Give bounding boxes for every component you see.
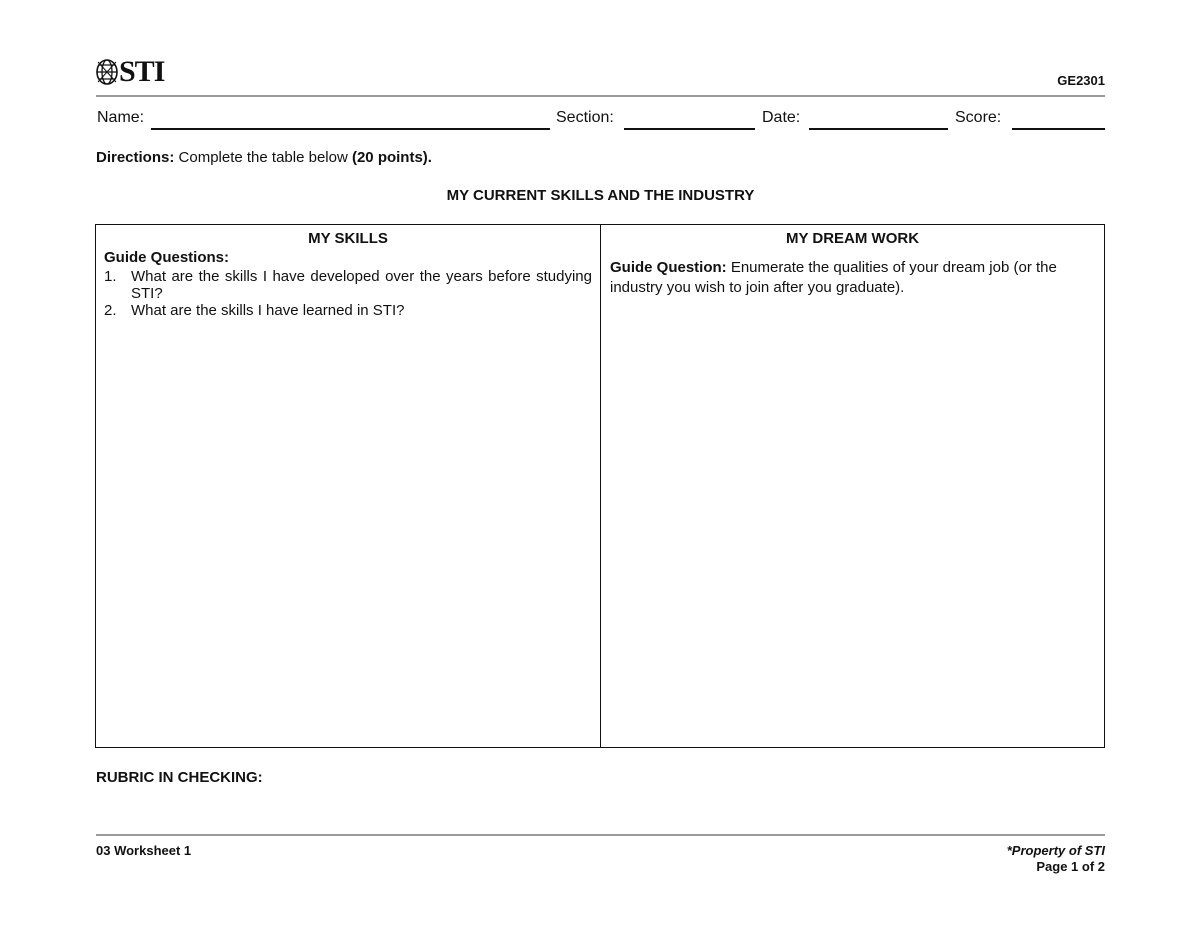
logo-wordmark: STI: [119, 55, 165, 88]
score-field-line[interactable]: [1012, 128, 1105, 130]
name-label: Name:: [97, 109, 145, 126]
student-info-row: [96, 109, 1105, 131]
directions-text: Complete the table below: [174, 149, 352, 166]
question-number: 2.: [104, 302, 117, 319]
guide-questions-heading: Guide Questions:: [104, 249, 230, 266]
worksheet-title: MY CURRENT SKILLS AND THE INDUSTRY: [446, 187, 755, 204]
section-field-line[interactable]: [624, 128, 755, 130]
rubric-heading: RUBRIC IN CHECKING:: [96, 769, 263, 786]
sti-logo: [96, 56, 164, 88]
guide-question-label: Guide Question:: [610, 259, 727, 276]
name-field-line[interactable]: [151, 128, 550, 130]
my-dream-work-heading: MY DREAM WORK: [785, 230, 920, 247]
footer-worksheet-label: 03 Worksheet 1: [96, 843, 192, 858]
my-dream-work-column[interactable]: [601, 225, 1104, 747]
date-label: Date:: [762, 109, 801, 126]
section-label: Section:: [556, 109, 614, 126]
directions-label: Directions:: [96, 149, 175, 166]
question-number: 1.: [104, 268, 117, 285]
globe-icon: [96, 58, 118, 86]
page-number: Page 1 of 2: [1036, 859, 1105, 874]
list-item: [104, 268, 592, 302]
directions-points: (20 points).: [351, 149, 432, 166]
property-notice: *Property of STI: [1006, 843, 1105, 858]
date-field-line[interactable]: [809, 128, 948, 130]
footer-right: [1007, 843, 1105, 875]
header-divider: [96, 95, 1105, 97]
course-code: GE2301: [1057, 73, 1105, 88]
score-label: Score:: [955, 109, 1002, 126]
list-item: [104, 302, 592, 319]
dream-work-guide: [610, 258, 1096, 298]
footer-divider: [96, 834, 1105, 836]
question-text: What are the skills I have developed over the years before studying STI?: [131, 268, 592, 302]
guide-question-text: Enumerate the qualities of your dream job (or the industry you wish to join after you graduate).: [610, 259, 1057, 296]
skills-table: [95, 224, 1105, 748]
my-skills-column[interactable]: [96, 225, 601, 747]
question-text: What are the skills I have learned in STI?: [131, 302, 405, 319]
directions: [96, 149, 432, 166]
guide-questions-list: [96, 268, 600, 319]
my-skills-heading: MY SKILLS: [308, 230, 388, 247]
